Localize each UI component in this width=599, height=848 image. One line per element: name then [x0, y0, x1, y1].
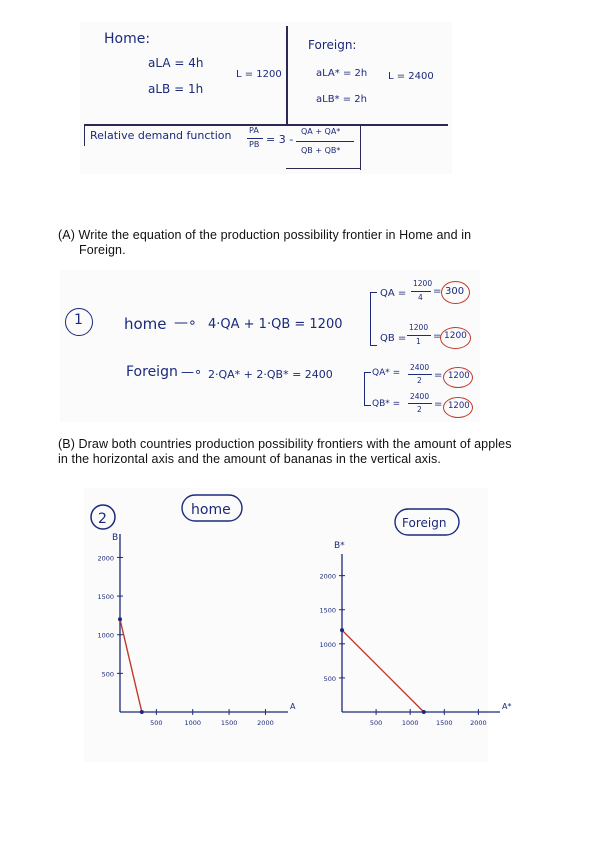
home-qb-value: 1200	[444, 331, 467, 341]
home-arrow: —∘	[174, 315, 197, 331]
foreign-qb-label: QB* =	[372, 399, 401, 409]
home-ppf-line	[120, 619, 142, 712]
foreign-y-tick-label: 500	[323, 674, 336, 683]
answer-b-marker: 2	[98, 511, 107, 527]
home-y-tick-label: 1000	[97, 631, 114, 640]
foreign-x-tick-label: 1000	[401, 719, 419, 727]
foreign-ppf-endpoint	[340, 628, 344, 632]
home-chart-title: home	[191, 502, 231, 518]
foreign-y-tick-label: 2000	[319, 572, 336, 581]
home-label: home	[124, 315, 167, 333]
foreign-ppf-chart	[319, 541, 511, 727]
home-y-tick-label: 2000	[97, 554, 114, 563]
rd-lhs-num: PA	[249, 126, 259, 135]
home-y-axis-label: B	[112, 533, 119, 543]
home-x-tick-label: 1500	[220, 719, 238, 727]
home-ppf-endpoint	[118, 617, 122, 621]
home-qa-num: 1200	[413, 279, 433, 288]
foreign-alB: aLB* = 2h	[316, 94, 367, 105]
relative-demand-label: Relative demand function	[90, 129, 232, 142]
question-b-line2: in the horizontal axis and the amount of bananas in the vertical axis.	[58, 452, 441, 466]
foreign-arrow: —∘	[181, 365, 203, 380]
foreign-qb-den: 2	[417, 405, 422, 414]
home-qb-num: 1200	[409, 323, 429, 332]
foreign-qa-value: 1200	[448, 371, 470, 381]
foreign-y-tick-label: 1500	[319, 606, 336, 615]
home-y-tick-label: 1500	[97, 593, 114, 602]
foreign-ppf-line	[342, 630, 424, 712]
foreign-chart-title: Foreign	[402, 516, 447, 530]
foreign-y-axis-label: B*	[334, 541, 345, 551]
rd-equals: = 3 -	[266, 133, 294, 146]
question-a-line2: Foreign.	[79, 243, 126, 257]
home-x-tick-label: 2000	[257, 719, 274, 727]
foreign-x-axis-label: A*	[502, 702, 512, 711]
foreign-qa-eq: =	[434, 370, 443, 381]
home-qb-eq: =	[433, 331, 442, 342]
question-a-line1: (A) Write the equation of the production possibility frontier in Home and in	[58, 228, 472, 242]
foreign-x-tick-label: 500	[369, 719, 383, 727]
foreign-qa-num: 2400	[410, 363, 430, 372]
foreign-qb-value: 1200	[448, 401, 470, 411]
home-alB: aLB = 1h	[148, 82, 204, 96]
foreign-x-tick-label: 2000	[470, 719, 487, 727]
foreign-title: Foreign:	[308, 38, 357, 52]
home-qb-label: QB =	[380, 333, 407, 344]
home-title: Home:	[104, 31, 151, 47]
foreign-x-tick-label: 1500	[435, 719, 453, 727]
rd-lhs-den: PB	[249, 140, 260, 149]
home-x-tick-label: 1000	[184, 719, 202, 727]
foreign-labor: L = 2400	[388, 71, 434, 82]
home-qa-label: QA =	[380, 288, 407, 299]
home-labor: L = 1200	[236, 69, 282, 80]
home-qa-eq: =	[433, 286, 442, 297]
foreign-alA: aLA* = 2h	[316, 68, 368, 79]
rd-rhs-num: QA + QA*	[301, 127, 341, 136]
answer-a-marker: 1	[74, 312, 83, 328]
foreign-qb-num: 2400	[410, 392, 430, 401]
home-ppf-endpoint	[140, 710, 144, 714]
home-qa-value: 300	[445, 286, 465, 297]
foreign-qb-eq: =	[434, 399, 443, 410]
foreign-label: Foreign	[126, 364, 178, 380]
foreign-qa-label: QA* =	[372, 368, 401, 378]
home-qb-den: 1	[416, 337, 421, 346]
rd-rhs-den: QB + QB*	[301, 146, 341, 155]
home-qa-den: 4	[418, 293, 423, 302]
home-ppf-equation: 4·QA + 1·QB = 1200	[208, 317, 343, 332]
foreign-y-tick-label: 1000	[319, 640, 336, 649]
foreign-ppf-equation: 2·QA* + 2·QB* = 2400	[208, 368, 333, 381]
foreign-ppf-endpoint	[422, 710, 426, 714]
home-x-tick-label: 500	[150, 719, 163, 727]
home-ppf-chart	[97, 533, 296, 727]
question-b-line1: (B) Draw both countries production possibility frontiers with the amount of apples	[58, 437, 512, 451]
home-x-axis-label: A	[290, 702, 296, 711]
home-alA: aLA = 4h	[148, 56, 204, 70]
foreign-qa-den: 2	[417, 376, 422, 385]
home-y-tick-label: 500	[101, 670, 114, 679]
